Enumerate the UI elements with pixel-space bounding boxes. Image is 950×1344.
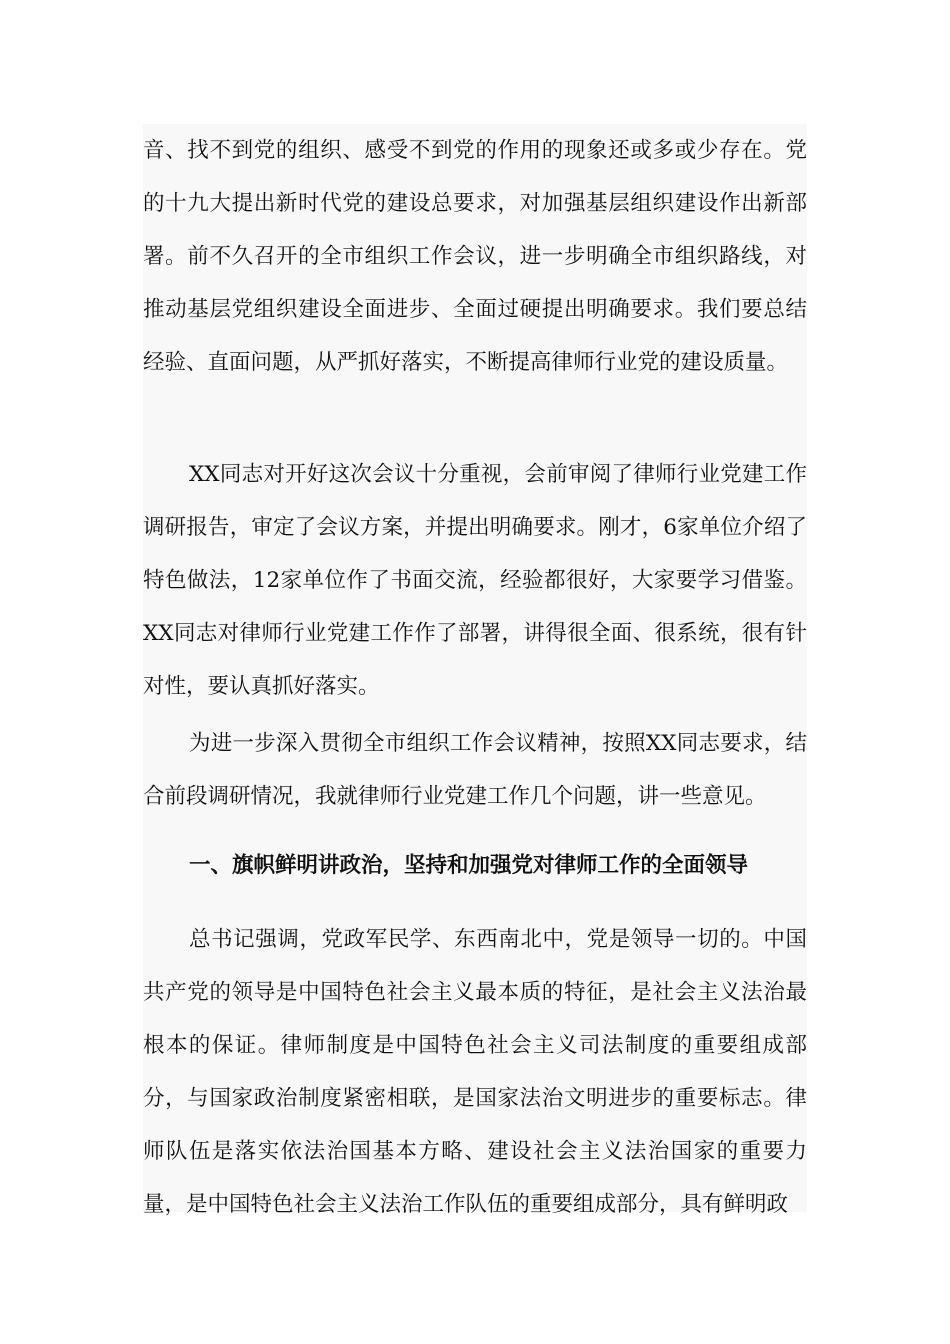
paragraph-opinions-intro: 为进一步深入贯彻全市组织工作会议精神，按照XX同志要求，结合前段调研情况，我就律师行业党建工作几个问题，讲一些意见。 bbox=[143, 731, 807, 809]
section-heading: 一、旗帜鲜明讲政治，坚持和加强党对律师工作的全面领导 bbox=[189, 853, 749, 878]
paragraph-party-leadership: 总书记强调，党政军民学、东西南北中，党是领导一切的。中国共产党的领导是中国特色社会主义最本质的特征，是社会主义法治最根本的保证。律师制度是中国特色社会主义司法制度的重要组成部分，与国家政治制度紧密相联，是国家法治文明进步的重要标志。律师队伍是落实依法治国基本方略、建设社会主义法治国家的重要力量，是中国特色社会主义法治工作队伍的重要组成部分，具有鲜明政 bbox=[143, 927, 807, 1217]
paragraph-continuation: 音、找不到党的组织、感受不到党的作用的现象还或多或少存在。党的十九大提出新时代党的建设总要求，对加强基层组织建设作出新部署。前不久召开的全市组织工作会议，进一步明确全市组织路线，对推动基层党组织建设全面进步、全面过硬提出明确要求。我们要总结经验、直面问题，从严抓好落实，不断提高律师行业党的建设质量。 bbox=[143, 138, 807, 375]
document-body bbox=[143, 124, 807, 1217]
paragraph-meeting-review: XX同志对开好这次会议十分重视，会前审阅了律师行业党建工作调研报告，审定了会议方案，并提出明确要求。刚才，6家单位介绍了特色做法，12家单位作了书面交流，经验都很好，大家要学习借鉴。XX同志对律师行业党建工作作了部署，讲得很全面、很系统，很有针对性，要认真抓好落实。 bbox=[143, 462, 807, 699]
